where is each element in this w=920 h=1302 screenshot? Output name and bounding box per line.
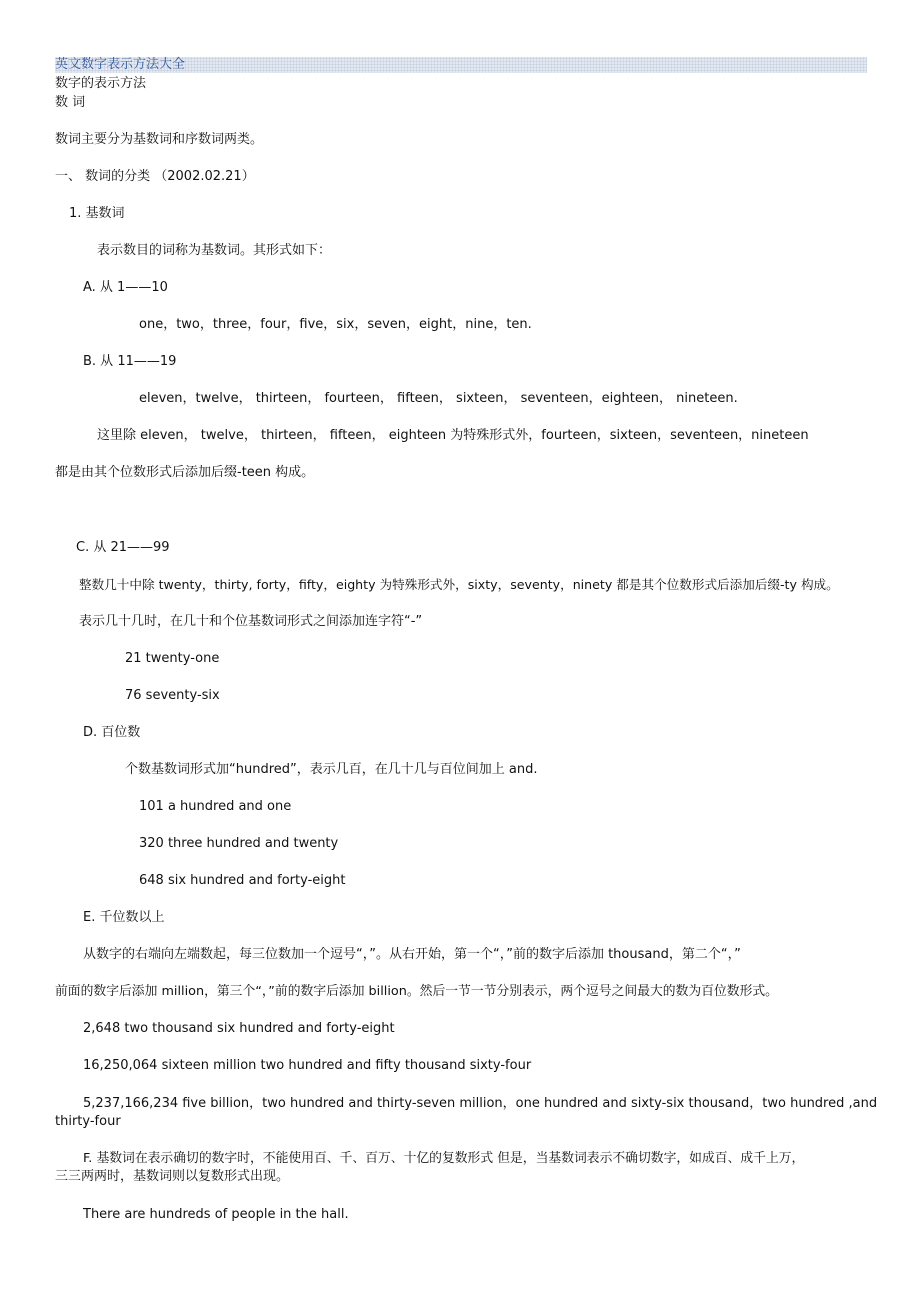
section-e-label: E. 千位数以上 xyxy=(83,910,165,925)
section-c-label: C. 从 21——99 xyxy=(76,540,170,555)
section-f-example: There are hundreds of people in the hall. xyxy=(83,1207,349,1222)
section-d-label: D. 百位数 xyxy=(83,725,141,740)
section-e-example2: 16,250,064 sixteen million two hundred and fifty thousand sixty-four xyxy=(83,1058,532,1073)
section-d-example3: 648 six hundred and forty-eight xyxy=(139,873,346,888)
section-b-label: B. 从 11——19 xyxy=(83,354,177,369)
section-e-description-line2: 前面的数字后添加 million，第三个“，”前的数字后添加 billion。然后一节一节分别表示，两个逗号之间最大的数为百位数形式。 xyxy=(55,984,778,999)
section-c-example1: 21 twenty-one xyxy=(125,651,220,666)
section-b-note-line1: 这里除 eleven， twelve， thirteen， fifteen， eighteen 为特殊形式外，fourteen，sixteen，seventeen，nineteen xyxy=(97,428,809,443)
section-d-example2: 320 three hundred and twenty xyxy=(139,836,339,851)
section-b-words: eleven，twelve， thirteen， fourteen， fifteen， sixteen， seventeen，eighteen， nineteen. xyxy=(139,391,738,406)
section-e-example3-line2: thirty-four xyxy=(55,1114,121,1129)
section-a-words: one，two，three，four，five，six，seven，eight，nine，ten. xyxy=(139,317,532,332)
cardinal-description: 表示数目的词称为基数词。其形式如下： xyxy=(97,243,332,258)
section-f-line1: F. 基数词在表示确切的数字时，不能使用百、千、百万、十亿的复数形式 但是，当基数词表示不确切数字，如成百、成千上万， xyxy=(83,1151,805,1166)
heading-classification: 一、 数词的分类 （2002.02.21） xyxy=(55,169,255,184)
cardinal-heading: 1. 基数词 xyxy=(69,206,125,221)
section-c-example2: 76 seventy-six xyxy=(125,688,220,703)
section-c-description1: 整数几十中除 twenty，thirty, forty，fifty，eighty 为特殊形式外，sixty，seventy，ninety 都是其个位数形式后添加后缀-ty 构成。 xyxy=(79,577,839,592)
subtitle: 数字的表示方法 xyxy=(55,76,147,91)
document-title: 英文数字表示方法大全 xyxy=(55,57,186,72)
section-d-description: 个数基数词形式加“hundred”，表示几百，在几十几与百位间加上 and. xyxy=(125,762,538,777)
section-d-example1: 101 a hundred and one xyxy=(139,799,292,814)
section-e-example3-line1: 5,237,166,234 five billion，two hundred and thirty-seven million，one hundred and sixty-six thousand，two hundred ,and xyxy=(83,1096,878,1111)
section-a-label: A. 从 1——10 xyxy=(83,280,168,295)
intro-paragraph: 数词主要分为基数词和序数词两类。 xyxy=(55,132,264,147)
section-f-line2: 三三两两时，基数词则以复数形式出现。 xyxy=(55,1169,290,1184)
section-e-example1: 2,648 two thousand six hundred and forty-eight xyxy=(83,1021,395,1036)
section-e-description-line1: 从数字的右端向左端数起，每三位数加一个逗号“，”。从右开始，第一个“，”前的数字后添加 thousand，第二个“，” xyxy=(83,947,741,962)
section-label: 数 词 xyxy=(55,95,86,110)
section-c-description2: 表示几十几时，在几十和个位基数词形式之间添加连字符“-” xyxy=(79,614,423,629)
section-b-note-line2: 都是由其个位数形式后添加后缀-teen 构成。 xyxy=(55,465,315,480)
